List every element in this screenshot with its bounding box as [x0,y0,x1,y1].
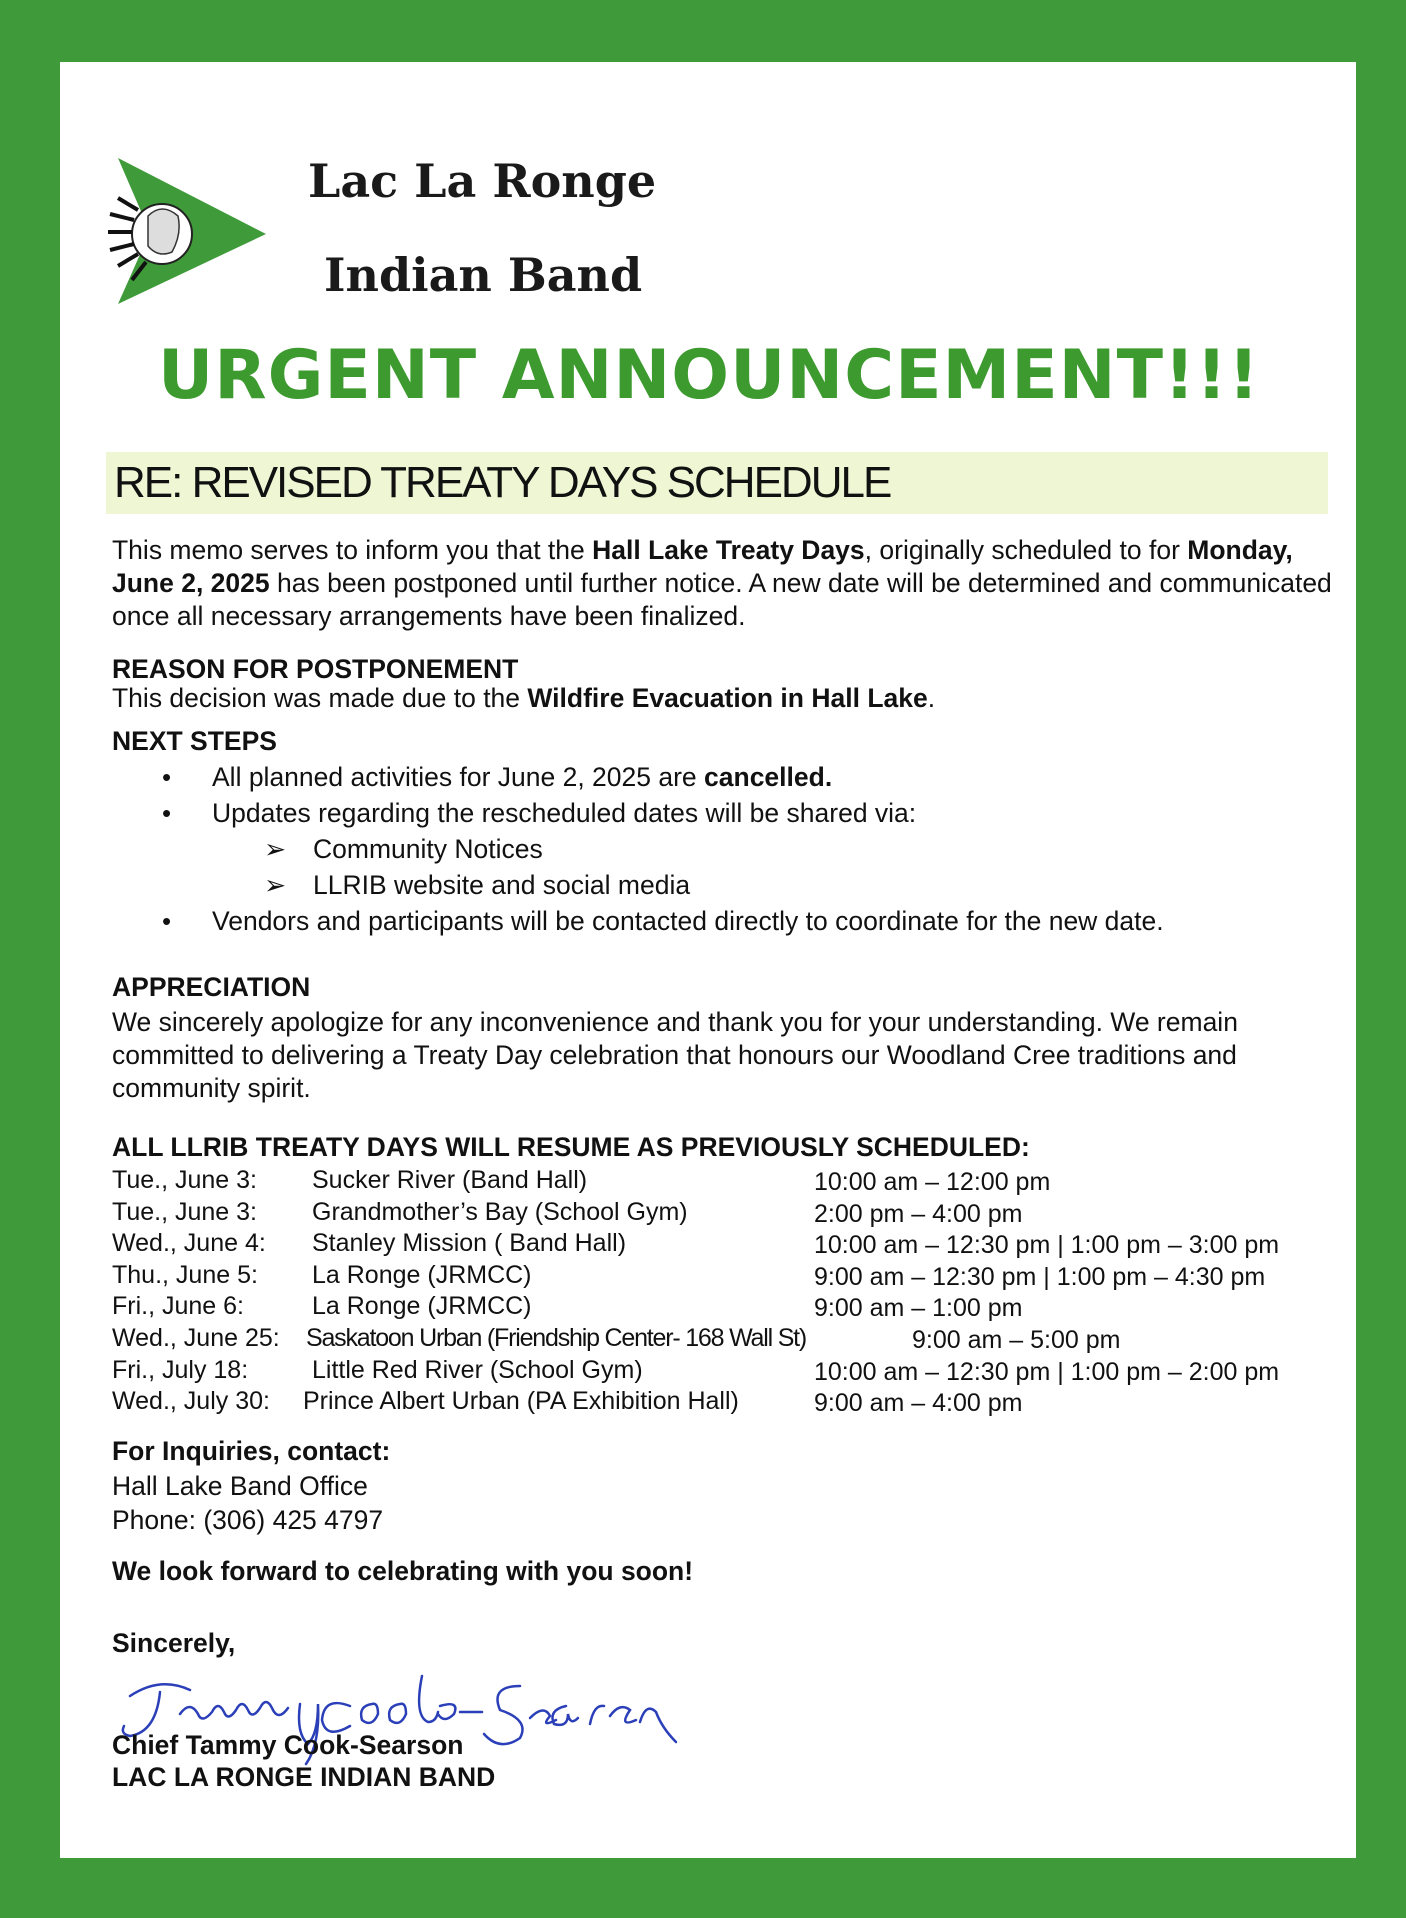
appreciation-heading: APPRECIATION [112,972,311,1002]
schedule-place: Sucker River (Band Hall) [312,1166,588,1194]
reason-text: This decision was made due to the Wildfire Evacuation in Hall Lake. [112,683,936,713]
memo-page [60,62,1356,1858]
bullet-dot: • [162,798,172,828]
schedule-time: 9:00 am – 4:00 pm [814,1389,1023,1417]
schedule-day: Fri., July 18: [112,1356,249,1384]
schedule-place: La Ronge (JRMCC) [312,1292,532,1320]
schedule-time: 9:00 am – 1:00 pm [814,1294,1023,1322]
arrow-bullet-icon: ➢ [264,834,287,864]
schedule-day: Wed., June 4: [112,1229,266,1257]
sincerely: Sincerely, [112,1628,236,1658]
bullet-dot: • [162,762,172,792]
schedule-time: 10:00 am – 12:00 pm [814,1168,1051,1196]
schedule-place: Prince Albert Urban (PA Exhibition Hall) [303,1387,739,1415]
bullet-dot: • [162,906,172,936]
list-item: Vendors and participants will be contacted directly to coordinate for the new date. [212,906,1164,936]
schedule-day: Thu., June 5: [112,1261,258,1289]
list-subitem: Community Notices [313,834,543,864]
list-subitem: LLRIB website and social media [313,870,691,900]
schedule-day: Wed., June 25: [112,1324,280,1352]
contact-heading: For Inquiries, contact: [112,1436,391,1466]
schedule-day: Wed., July 30: [112,1387,270,1415]
contact-phone: Phone: (306) 425 4797 [112,1505,384,1535]
closing-line: We look forward to celebrating with you soon! [112,1556,694,1586]
schedule-place: Stanley Mission ( Band Hall) [312,1229,627,1257]
schedule-day: Fri., June 6: [112,1292,244,1320]
reason-heading: REASON FOR POSTPONEMENT [112,654,519,684]
schedule-time: 9:00 am – 5:00 pm [912,1326,1121,1354]
signer-org: LAC LA RONGE INDIAN BAND [112,1762,496,1792]
band-logo-icon [100,154,270,304]
intro-paragraph: This memo serves to inform you that the Hall Lake Treaty Days, originally scheduled to for Monday, June 2, 2025 has been postponed until further notice. A new date will be determined and communicated once all necessary arrangements have been finalized. [112,535,1332,631]
contact-office: Hall Lake Band Office [112,1471,368,1501]
schedule-heading: ALL LLRIB TREATY DAYS WILL RESUME AS PREVIOUSLY SCHEDULED: [112,1132,1030,1162]
list-item: Updates regarding the rescheduled dates will be shared via: [212,798,917,828]
schedule-day: Tue., June 3: [112,1198,257,1226]
schedule-place: La Ronge (JRMCC) [312,1261,532,1289]
schedule-place: Little Red River (School Gym) [312,1356,643,1384]
schedule-time: 2:00 pm – 4:00 pm [814,1200,1023,1228]
headline: URGENT ANNOUNCEMENT!!! [158,336,1260,415]
subject-line: RE: REVISED TREATY DAYS SCHEDULE [114,458,891,507]
schedule-time: 10:00 am – 12:30 pm | 1:00 pm – 2:00 pm [814,1358,1280,1386]
appreciation-text: We sincerely apologize for any inconvenience and thank you for your understanding. We remain committed to delivering a Treaty Day celebration that honours our Woodland Cree traditions and community spirit. [112,1007,1238,1103]
arrow-bullet-icon: ➢ [264,870,287,900]
schedule-place: Saskatoon Urban (Friendship Center- 168 Wall St) [306,1324,807,1352]
list-item: All planned activities for June 2, 2025 are cancelled. [212,762,833,792]
org-name-line2: Indian Band [324,248,643,302]
schedule-place: Grandmother’s Bay (School Gym) [312,1198,688,1226]
schedule-time: 10:00 am – 12:30 pm | 1:00 pm – 3:00 pm [814,1231,1280,1259]
next-steps-heading: NEXT STEPS [112,726,277,756]
schedule-time: 9:00 am – 12:30 pm | 1:00 pm – 4:30 pm [814,1263,1266,1291]
org-name-line1: Lac La Ronge [308,154,657,208]
signer-name: Chief Tammy Cook-Searson [112,1730,464,1760]
schedule-day: Tue., June 3: [112,1166,257,1194]
